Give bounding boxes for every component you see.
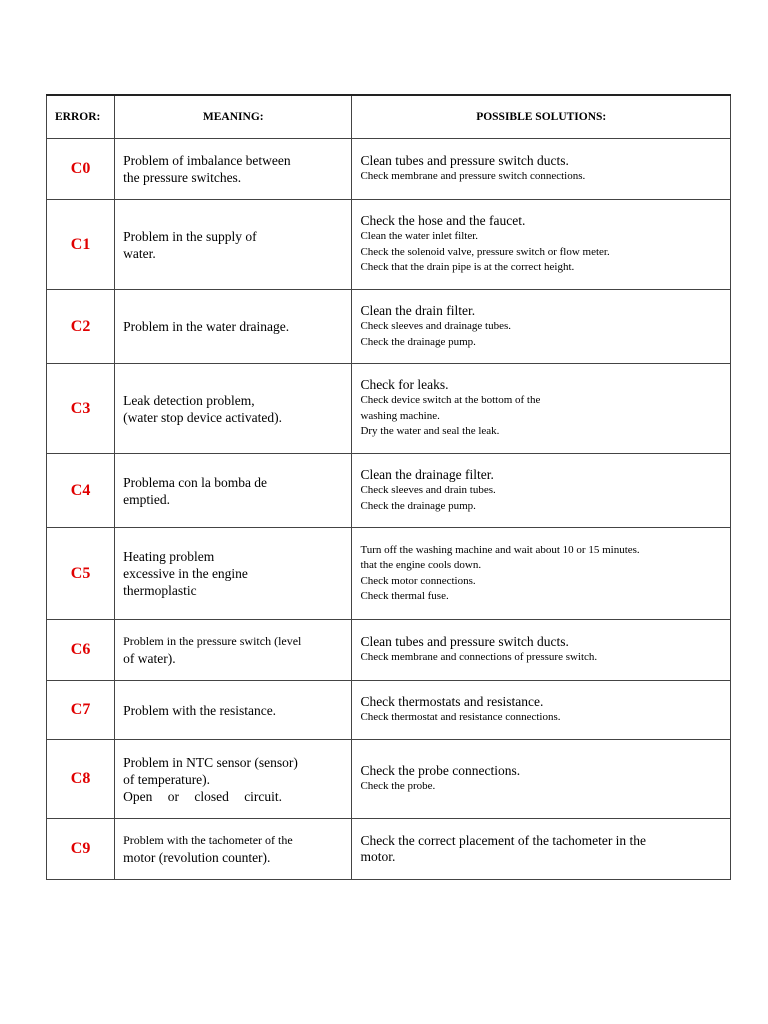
solution-line: motor.: [360, 849, 396, 864]
table-row: [47, 681, 731, 740]
possible-solutions: [352, 528, 731, 620]
error-meaning: [115, 454, 352, 528]
table-row: [47, 819, 731, 880]
meaning-line: Problem in NTC sensor (sensor): [123, 754, 298, 770]
error-meaning: [115, 139, 352, 200]
error-meaning: [115, 290, 352, 364]
solution-line: Check membrane and pressure switch connections.: [360, 170, 586, 183]
error-meaning: [115, 620, 352, 681]
error-meaning: [115, 528, 352, 620]
error-code: C1: [47, 200, 115, 290]
solution-line: Turn off the washing machine and wait about 10 or 15 minutes.: [360, 543, 640, 556]
table-row: [47, 139, 731, 200]
solution-line: Clean tubes and pressure switch ducts.: [360, 153, 569, 169]
meaning-line: emptied.: [123, 491, 170, 507]
solution-line: Check sleeves and drainage tubes.: [360, 320, 512, 332]
solution-line: Dry the water and seal the leak.: [360, 425, 500, 438]
solution-line: Check the hose and the faucet.: [360, 213, 526, 229]
meaning-line: water.: [123, 245, 156, 261]
error-code: C2: [47, 290, 115, 364]
solution-line: Clean the drain filter.: [360, 303, 476, 318]
possible-solutions: [352, 139, 731, 200]
meaning-line: the pressure switches.: [123, 170, 242, 185]
error-code-table: [46, 94, 731, 880]
table-row: [47, 740, 731, 819]
error-meaning: [115, 200, 352, 290]
solution-line: Check membrane and connections of pressure switch.: [360, 651, 598, 664]
table-row: [47, 454, 731, 528]
error-code: C5: [47, 528, 115, 620]
possible-solutions: [352, 454, 731, 528]
possible-solutions: [352, 200, 731, 290]
meaning-line: Problem in the water drainage.: [123, 319, 290, 334]
error-code: C9: [47, 819, 115, 880]
meaning-line: Heating problem: [123, 549, 215, 564]
meaning-line: Problem with the tachometer of the: [123, 833, 293, 847]
possible-solutions: [352, 740, 731, 819]
solution-line: Check the probe connections.: [360, 763, 521, 779]
solution-line: that the engine cools down.: [360, 559, 482, 571]
possible-solutions: [352, 681, 731, 740]
meaning-line: Leak detection problem,: [123, 392, 255, 408]
meaning-line: Problem in the supply of: [123, 228, 257, 244]
solution-line: Clean tubes and pressure switch ducts.: [360, 634, 569, 650]
table-row: [47, 364, 731, 454]
solution-line: Check motor connections.: [360, 574, 476, 587]
possible-solutions: [352, 819, 731, 880]
solution-line: Check the drainage pump.: [360, 499, 476, 512]
error-code: C0: [47, 139, 115, 200]
error-code: C3: [47, 364, 115, 454]
header-error: ERROR:: [47, 95, 115, 139]
solution-line: washing machine.: [360, 409, 440, 422]
solution-line: Check the probe.: [360, 780, 436, 793]
table-row: [47, 290, 731, 364]
error-code: C8: [47, 740, 115, 819]
meaning-line: excessive in the engine: [123, 566, 248, 581]
error-code: C6: [47, 620, 115, 681]
solution-line: Clean the water inlet filter.: [360, 230, 479, 243]
meaning-line: Problem in the pressure switch (level: [123, 634, 302, 648]
meaning-line: motor (revolution counter).: [123, 850, 271, 865]
error-meaning: [115, 819, 352, 880]
meaning-line: (water stop device activated).: [123, 409, 283, 425]
error-code: C4: [47, 454, 115, 528]
solution-line: Check for leaks.: [360, 377, 449, 393]
error-meaning: [115, 681, 352, 740]
solution-line: Check the correct placement of the tachometer in the: [360, 833, 647, 848]
header-solutions: POSSIBLE SOLUTIONS:: [352, 95, 731, 139]
error-code: C7: [47, 681, 115, 740]
meaning-line: Problem of imbalance between: [123, 153, 291, 168]
solution-line: Check sleeves and drain tubes.: [360, 484, 496, 496]
meaning-line: Open or closed circuit.: [123, 788, 283, 804]
solution-line: Check that the drain pipe is at the correct height.: [360, 261, 575, 274]
solution-line: Check the drainage pump.: [360, 335, 476, 348]
table-row: [47, 200, 731, 290]
meaning-line: Problem with the resistance.: [123, 702, 277, 718]
meaning-line: of water).: [123, 651, 176, 666]
solution-line: Check thermal fuse.: [360, 590, 449, 602]
solution-line: Clean the drainage filter.: [360, 467, 494, 482]
solution-line: Check device switch at the bottom of the: [360, 394, 541, 407]
solution-line: Check thermostat and resistance connections.: [360, 711, 561, 724]
table-header-row: [47, 95, 731, 139]
meaning-line: Problema con la bomba de: [123, 474, 268, 490]
table-row: [47, 528, 731, 620]
error-meaning: [115, 364, 352, 454]
error-meaning: [115, 740, 352, 819]
header-meaning: MEANING:: [115, 95, 352, 139]
possible-solutions: [352, 364, 731, 454]
possible-solutions: [352, 620, 731, 681]
possible-solutions: [352, 290, 731, 364]
solution-line: Check thermostats and resistance.: [360, 694, 544, 710]
meaning-line: of temperature).: [123, 771, 211, 787]
solution-line: Check the solenoid valve, pressure switch or flow meter.: [360, 245, 610, 258]
meaning-line: thermoplastic: [123, 583, 197, 598]
table-row: [47, 620, 731, 681]
